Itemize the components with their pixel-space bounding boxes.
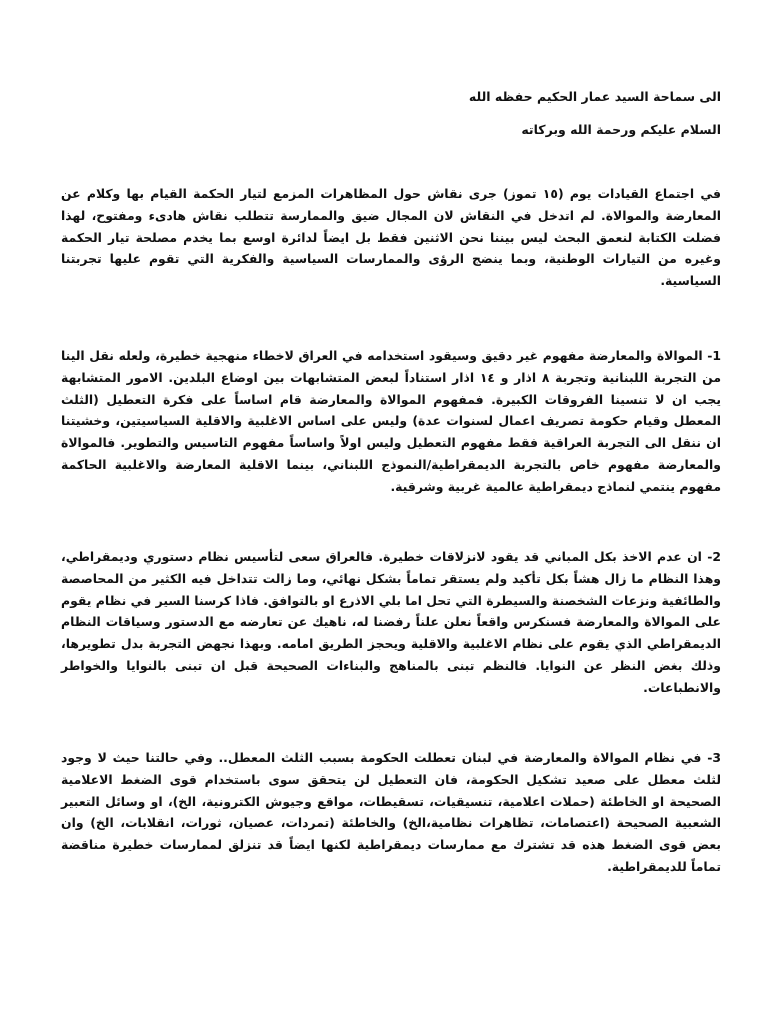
letter-point-3-paragraph: 3- في نظام الموالاة والمعارضة في لبنان تعطلت الحكومة بسبب الثلث المعطل.. وفي حالتنا حيث لا وجود لثلث معطل على صعيد تشكيل الحكومة، فان التعطيل لن يتحقق سوى باستخدام قوى الضغط الاعلامية الصحيحة او الخاطئة (حملات اعلامية، تنسيقيات، تسقيطات، مواقع وجيوش الكترونية، الخ)، او وسائل التعبير الشعبية الصحيحة (اعتصامات، تظاهرات نظامية،الخ) والخاطئة (تمردات، عصيان، ثورات، انقلابات، الخ) وان بعض قوى الضغط هذه قد تشترك مع ممارسات ديمقراطية لكنها ايضاً قد تنزلق لممارسات خطيرة مناقضة تماماً للديمقراطية. xyxy=(61,750,721,874)
letter-point-2-paragraph: 2- ان عدم الاخذ بكل المباني قد يقود لانزلاقات خطيرة. فالعراق سعى لتأسيس نظام دستوري وديمقراطي، وهذا النظام ما زال هشاً بكل تأكيد ولم يستقر تماماً بشكل نهائي، وما زالت تتداخل فيه الكثير من المحاصصة والطائفية ونزعات الشخصنة والسيطرة التي تحل اما بلي الاذرع او بالتوافق. فاذا كرسنا السير في نظام يقوم على الموالاة والمعارضة فسنكرس واقعاً نعلن علناً رفضنا له، ناهيك عن تعارضه مع الدستور وسياقات النظام الديمقراطي الذي يقوم على نظام الاغلبية والاقلية ويحجز الطريق امامه. وبهذا نجهض التجربة بدل تطويرها، وذلك بغض النظر عن النوايا. فالنظم تبنى بالمناهج والبناءات الصحيحة قبل ان تبنى بالنوايا والخواطر والانطباعات. xyxy=(61,549,721,695)
letter-point-1-paragraph: 1- الموالاة والمعارضة مفهوم غير دقيق وسيقود استخدامه في العراق لاخطاء منهجية خطيرة، ولعله نقل الينا من التجربة اللبنانية وتجربة ٨ اذار و ١٤ اذار استناداً لبعض المتشابهات بين اوضاع البلدين. الامور المتشابهة يجب ان لا تنسينا الفروقات الكبيرة. فمفهوم الموالاة والمعارضة قام اساساً على فكرة التعطيل (الثلث المعطل وقيام حكومة تصريف اعمال لسنوات عدة) وليس على اساس الاغلبية والاقلية السياسيتين، وخشيتنا ان ننقل الى التجربة العراقية فقط مفهوم التعطيل وليس اولاً واساساً مفهوم التاسيس والتطوير. فالموالاة والمعارضة مفهوم خاص بالتجربة الديمقراطية/النموذج اللبناني، بينما الاقلية المعارضة والاغلبية الحاكمة مفهوم ينتمي لنماذج ديمقراطية عالمية غربية وشرقية. xyxy=(61,348,721,494)
letter-recipient-line: الى سماحة السيد عمار الحكيم حفظه الله xyxy=(468,89,721,104)
letter-intro-paragraph: في اجتماع القيادات يوم (١٥ تموز) جرى نقاش حول المظاهرات المزمع لتيار الحكمة القيام بها وكلام عن المعارضة والموالاة. لم اتدخل في النقاش لان المجال ضيق والممارسة تتطلب نقاش هادىء ومفتوح، لهذا فضلت الكتابة لنعمق البحث ليس بيننا نحن الاثنين فقط بل ايضاً لدائرة اوسع بما يخدم مصلحة تيار الحكمة وغيره من التيارات الوطنية، وبما ينضج الرؤى والممارسات السياسية والفكرية التي تقوم عليها تجربتنا السياسية. xyxy=(61,186,721,289)
letter-salutation-line: السلام عليكم ورحمة الله وبركاته xyxy=(521,122,721,137)
